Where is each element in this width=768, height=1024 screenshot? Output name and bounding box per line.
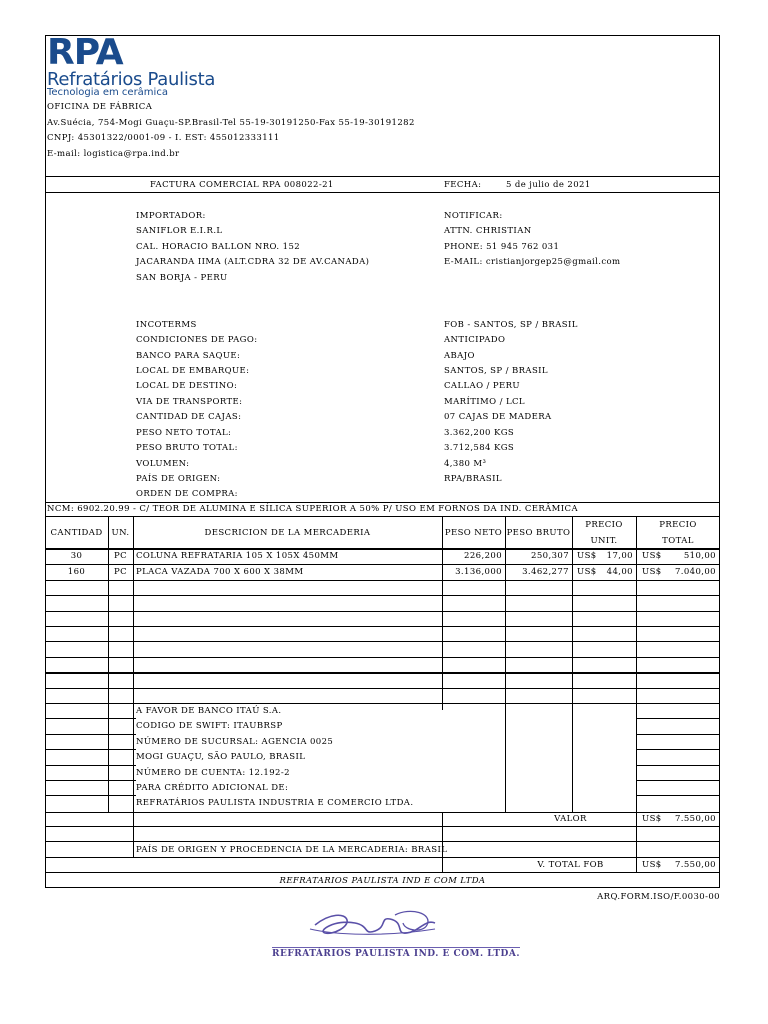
col-header-unit: UN. (111, 528, 130, 538)
company-email: E-mail: logistica@rpa.ind.br (47, 149, 180, 159)
bank-line: REFRATÁRIOS PAULISTA INDUSTRIA E COMERCIO LTDA. (136, 798, 414, 808)
fob-amount: 7.550,00 (674, 860, 716, 870)
cell-desc: PLACA VAZADA 700 X 600 X 38MM (136, 567, 304, 577)
notify-label: NOTIFICAR: (444, 211, 503, 221)
valor-amount: 7.550,00 (674, 814, 716, 824)
divider (45, 657, 720, 658)
cell-qty: 160 (67, 567, 86, 577)
signature-icon (295, 905, 445, 947)
company-logo-name: Refratários Paulista (47, 69, 216, 90)
bank-line: PARA CRÉDITO ADICIONAL DE: (136, 783, 289, 793)
divider (45, 548, 720, 550)
cell-unit: PC (113, 551, 128, 561)
importer-line: CAL. HORACIO BALLON NRO. 152 (136, 242, 301, 252)
divider (45, 718, 136, 719)
divider (45, 641, 720, 642)
table-col-divider (442, 812, 443, 872)
footer-company: REFRATARIOS PAULISTA IND E COM LTDA (279, 876, 486, 886)
company-tagline: Tecnologia em cerâmica (47, 87, 168, 98)
term-value: RPA/BRASIL (444, 474, 502, 484)
company-logo: RPA (47, 32, 123, 73)
divider (45, 857, 720, 858)
divider (45, 795, 136, 796)
divider (45, 564, 720, 565)
fob-label: V. TOTAL FOB (537, 860, 604, 870)
col-header-net: PESO NETO (444, 528, 503, 538)
term-value: 07 CAJAS DE MADERA (444, 412, 552, 422)
divider (636, 780, 720, 781)
term-label: CANTIDAD DE CAJAS: (136, 412, 242, 422)
divider (45, 826, 720, 827)
cell-unit-price: 17,00 (606, 551, 633, 561)
divider (636, 749, 720, 750)
divider (45, 502, 720, 503)
term-value: 3.362,200 KGS (444, 428, 515, 438)
divider (45, 841, 720, 842)
term-label: ORDEN DE COMPRA: (136, 489, 238, 499)
company-stamp: REFRATÁRIOS PAULISTA IND. E COM. LTDA. (272, 949, 520, 959)
cell-currency: US$ (577, 551, 597, 561)
divider (45, 765, 136, 766)
cell-currency: US$ (642, 551, 662, 561)
cell-unit: PC (113, 567, 128, 577)
cell-unit-price: 44,00 (606, 567, 633, 577)
divider (636, 734, 720, 735)
divider (45, 580, 720, 581)
divider (45, 734, 136, 735)
divider (636, 765, 720, 766)
table-col-divider (133, 516, 134, 857)
term-value: SANTOS, SP / BRASIL (444, 366, 548, 376)
cell-desc: COLUNA REFRATARIA 105 X 105X 450MM (136, 551, 339, 561)
term-value: 3.712,584 KGS (444, 443, 515, 453)
cell-gross: 3.462,277 (522, 567, 569, 577)
term-label: LOCAL DE EMBARQUE: (136, 366, 250, 376)
term-value: FOB - SANTOS, SP / BRASIL (444, 320, 578, 330)
table-col-divider (442, 516, 443, 710)
divider (45, 749, 136, 750)
notify-line: E-MAIL: cristianjorgep25@gmail.com (444, 257, 621, 267)
divider (45, 812, 720, 813)
importer-line: SAN BORJA - PERU (136, 273, 228, 283)
importer-line: JACARANDA IIMA (ALT.CDRA 32 DE AV.CANADA) (136, 257, 370, 267)
bank-line: CODIGO DE SWIFT: ITAUBRSP (136, 721, 283, 731)
importer-label: IMPORTADOR: (136, 211, 206, 221)
term-value: ANTICIPADO (444, 335, 506, 345)
valor-currency: US$ (642, 814, 662, 824)
valor-label: VALOR (554, 814, 587, 824)
term-value: MARÍTIMO / LCL (444, 397, 525, 407)
divider (636, 718, 720, 719)
bank-line: NÚMERO DE SUCURSAL: AGENCIA 0025 (136, 737, 334, 747)
col-header-desc: DESCRICION DE LA MERCADERIA (204, 528, 371, 538)
notify-line: ATTN. CHRISTIAN (444, 226, 532, 236)
cell-net: 3.136,000 (455, 567, 502, 577)
cell-total: 7.040,00 (674, 567, 716, 577)
form-code: ARQ.FORM.ISO/F.0030-00 (597, 892, 720, 902)
divider (45, 516, 720, 517)
date-value: 5 de julio de 2021 (506, 180, 591, 190)
term-label: VOLUMEN: (136, 459, 190, 469)
term-value: ABAJO (444, 351, 475, 361)
cell-currency: US$ (577, 567, 597, 577)
term-label: PAÍS DE ORIGEN: (136, 474, 221, 484)
divider (45, 626, 720, 627)
fob-currency: US$ (642, 860, 662, 870)
importer-line: SANIFLOR E.I.R.L (136, 226, 223, 236)
date-label: FECHA: (444, 180, 482, 190)
term-label: INCOTERMS (136, 320, 197, 330)
invoice-title: FACTURA COMERCIAL RPA 008022-21 (150, 180, 334, 190)
divider (45, 780, 136, 781)
term-label: LOCAL DE DESTINO: (136, 381, 238, 391)
bank-line: NÚMERO DE CUENTA: 12.192-2 (136, 768, 290, 778)
col-header-unit-price: PRECIO (585, 520, 623, 530)
divider (45, 611, 720, 612)
cell-qty: 30 (70, 551, 83, 561)
divider (45, 688, 720, 689)
term-label: BANCO PARA SAQUE: (136, 351, 241, 361)
ncm-text: NCM: 6902.20.99 - C/ TEOR DE ALUMINA E SÍLICA SUPERIOR A 50% P/ USO EM FORNOS DA IND. CERÂMICA (47, 504, 578, 514)
col-header-total-price: TOTAL (662, 536, 694, 546)
term-value: 4,380 M³ (444, 459, 487, 469)
col-header-total-price: PRECIO (659, 520, 697, 530)
term-label: CONDICIONES DE PAGO: (136, 335, 258, 345)
divider (636, 795, 720, 796)
cell-net: 226,200 (464, 551, 502, 561)
company-cnpj: CNPJ: 45301322/0001-09 - I. EST: 455012333111 (47, 133, 280, 143)
divider (45, 176, 720, 177)
cell-total: 510,00 (683, 551, 716, 561)
divider (45, 872, 720, 873)
bank-line: A FAVOR DE BANCO ITAÚ S.A. (136, 706, 282, 716)
bank-line: MOGI GUAÇU, SÃO PAULO, BRASIL (136, 752, 306, 762)
company-address: Av.Suécia, 754-Mogi Guaçu-SP.Brasil-Tel 55-19-30191250-Fax 55-19-30191282 (47, 118, 415, 128)
term-label: VIA DE TRANSPORTE: (136, 397, 243, 407)
notify-line: PHONE: 51 945 762 031 (444, 242, 560, 252)
col-header-qty: CANTIDAD (50, 528, 103, 538)
origin-text: PAÍS DE ORIGEN Y PROCEDENCIA DE LA MERCADERIA: BRASIL (136, 845, 448, 855)
divider (45, 595, 720, 596)
term-value: CALLAO / PERU (444, 381, 520, 391)
office-label: OFICINA DE FÁBRICA (47, 102, 153, 112)
col-header-gross: PESO BRUTO (506, 528, 571, 538)
col-header-unit-price: UNIT. (590, 536, 618, 546)
term-label: PESO NETO TOTAL: (136, 428, 232, 438)
term-label: PESO BRUTO TOTAL: (136, 443, 238, 453)
divider (45, 703, 720, 704)
divider (45, 192, 720, 193)
cell-gross: 250,307 (531, 551, 569, 561)
cell-currency: US$ (642, 567, 662, 577)
divider (45, 672, 720, 674)
